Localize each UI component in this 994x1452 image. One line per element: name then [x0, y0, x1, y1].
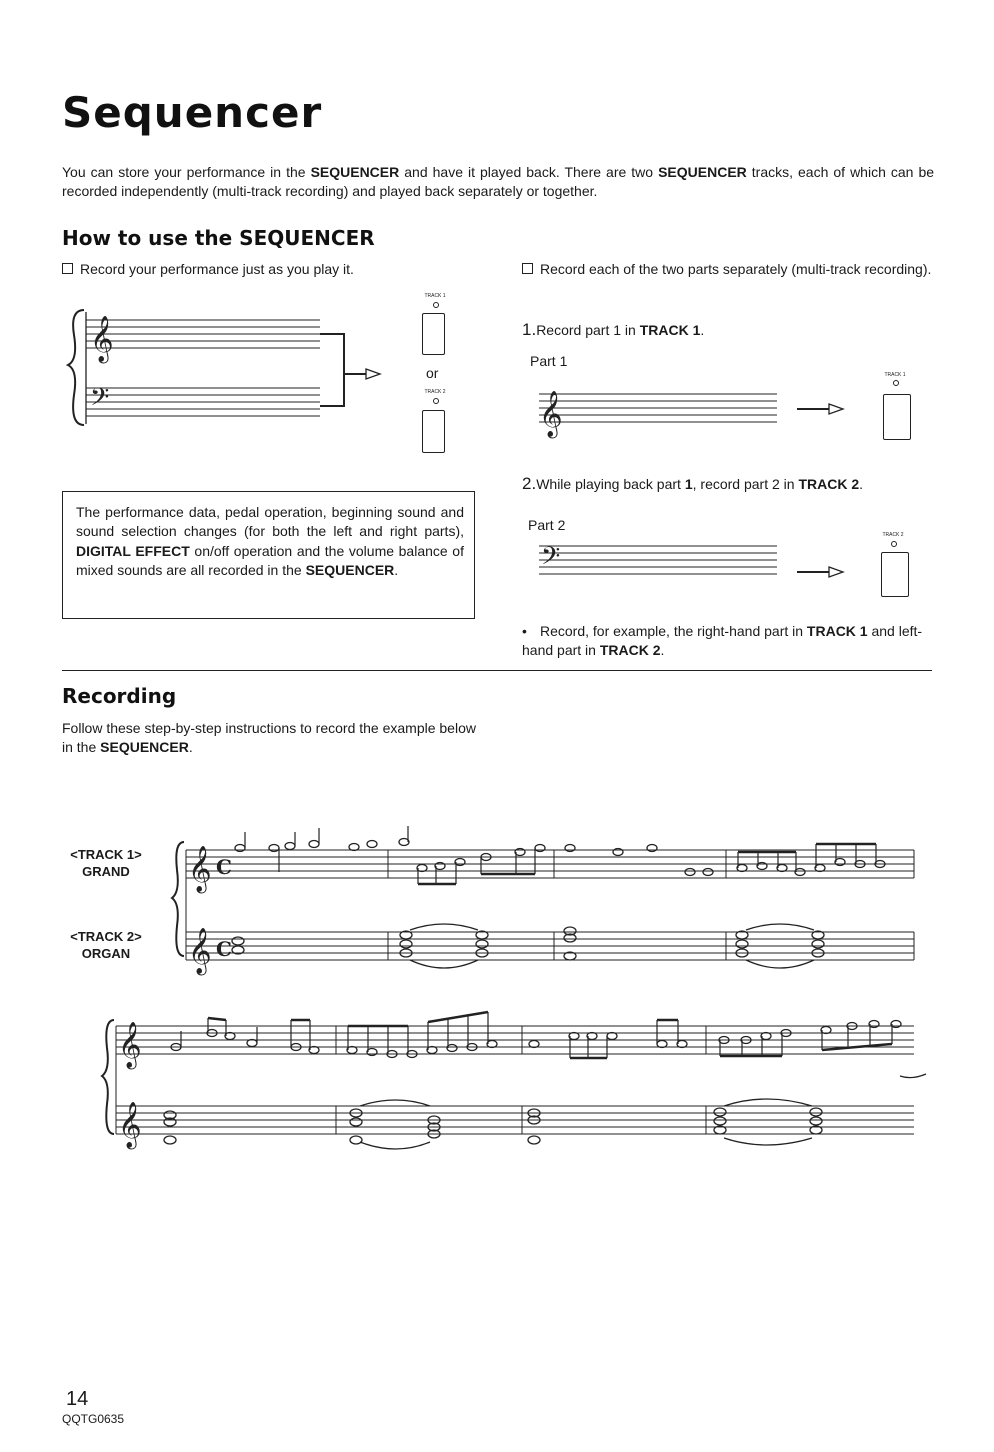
doc-code: QQTG0635	[62, 1412, 125, 1426]
part1-staff	[535, 380, 925, 450]
track1-led-icon	[893, 380, 899, 386]
how-to-heading: How to use the SEQUENCER	[62, 226, 375, 250]
track-button-icon	[883, 394, 911, 440]
treble-clef-icon: 𝄞	[90, 316, 114, 362]
svg-text:C: C	[216, 937, 232, 961]
treble-clef-icon: 𝄞	[188, 846, 212, 892]
left-item: Record your performance just as you play it.	[62, 260, 354, 279]
recording-heading: Recording	[62, 684, 177, 708]
treble-clef-icon: 𝄞	[118, 1102, 142, 1148]
checkbox-icon	[522, 263, 533, 274]
section-divider	[62, 670, 932, 671]
arrow-right-icon	[829, 404, 843, 414]
arrow-right-icon	[366, 369, 380, 379]
recording-text: Follow these step-by-step instructions to record the example below in the SEQUENCER.	[62, 720, 476, 755]
track1-label-right: TRACK 1	[884, 372, 906, 378]
track2-label-left: TRACK 2	[424, 389, 446, 395]
step-2: 2.While playing back part 1, record part 2 in TRACK 2.	[522, 474, 864, 493]
treble-clef-icon: 𝄞	[188, 928, 212, 974]
track2-title: <TRACK 2> ORGAN	[70, 929, 142, 961]
score-system-2	[100, 1010, 930, 1160]
page-number: 14	[66, 1388, 89, 1410]
grand-staff-diagram	[62, 290, 462, 460]
part2-staff	[535, 536, 925, 596]
bass-clef-icon: 𝄢	[90, 383, 110, 418]
arrow-right-icon	[829, 567, 843, 577]
or-label: or	[426, 365, 439, 381]
track1-led-icon	[433, 302, 439, 308]
checkbox-icon	[62, 263, 73, 274]
right-item: Record each of the two parts separately (multi-track recording).	[522, 260, 934, 279]
track-button-icon	[422, 313, 445, 355]
track-button-icon	[881, 552, 909, 597]
track1-title: <TRACK 1> GRAND	[70, 847, 142, 879]
step-1: 1.Record part 1 in TRACK 1.	[522, 320, 705, 339]
track2-led-icon	[433, 398, 439, 404]
track2-led-icon	[891, 541, 897, 547]
bass-clef-icon: 𝄢	[541, 542, 561, 577]
info-box-text: The performance data, pedal operation, beginning sound and sound selection changes (for both the left and right parts), DIGITAL EFFECT on/off operation and the volume balance of mixed sounds are all recorded in the SEQUENCER.	[76, 504, 464, 579]
track-button-icon	[422, 410, 445, 453]
treble-clef-icon: 𝄞	[118, 1022, 142, 1068]
page-title: Sequencer	[62, 88, 323, 137]
svg-text:C: C	[216, 855, 232, 879]
track1-label-left: TRACK 1	[424, 293, 446, 299]
track2-label-right: TRACK 2	[882, 532, 904, 538]
part1-label: Part 1	[530, 353, 568, 369]
note-bullet: • Record, for example, the right-hand part in TRACK 1 and left-hand part in TRACK 2.	[522, 623, 923, 658]
treble-clef-icon: 𝄞	[539, 391, 563, 437]
intro-paragraph: You can store your performance in the SEQUENCER and have it played back. There are two SEQUENCER tracks, each of which can be recorded independently (multi-track recording) and played back separately or together.	[62, 164, 935, 199]
score-system-1	[170, 830, 930, 980]
part2-label: Part 2	[528, 517, 566, 533]
